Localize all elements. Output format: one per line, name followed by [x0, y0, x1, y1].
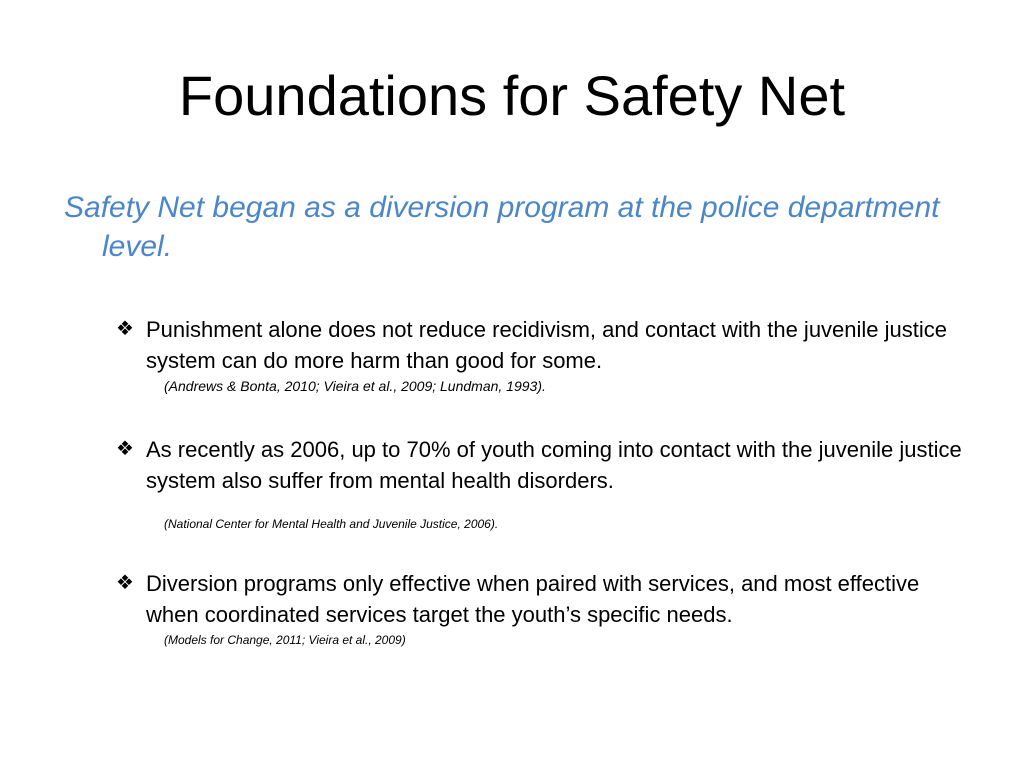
- bullet-text: Diversion programs only effective when paired with services, and most effective when coordinated services target the youth’s specific needs.: [146, 571, 920, 627]
- bullet-citation: (National Center for Mental Health and Juvenile Justice, 2006).: [164, 517, 499, 531]
- lead-statement: Safety Net began as a diversion program at the police department level.: [64, 191, 940, 263]
- slide-title: Foundations for Safety Net: [178, 64, 846, 127]
- diamond-bullet-icon: ❖: [116, 572, 134, 594]
- bullet-item: [116, 568, 976, 650]
- bullet-citation: (Andrews & Bonta, 2010; Vieira et al., 2009; Lundman, 1993).: [164, 378, 546, 394]
- bullet-text: As recently as 2006, up to 70% of youth coming into contact with the juvenile justice system also suffer from mental health disorders.: [146, 437, 962, 493]
- diamond-bullet-icon: ❖: [116, 438, 134, 460]
- bullet-citation: (Models for Change, 2011; Vieira et al., 2009): [164, 633, 406, 647]
- bullet-item: [116, 434, 976, 534]
- diamond-bullet-icon: ❖: [116, 318, 134, 340]
- bullet-text: Punishment alone does not reduce recidivism, and contact with the juvenile justice system can do more harm than good for some.: [146, 317, 948, 373]
- bullet-item: [116, 314, 976, 396]
